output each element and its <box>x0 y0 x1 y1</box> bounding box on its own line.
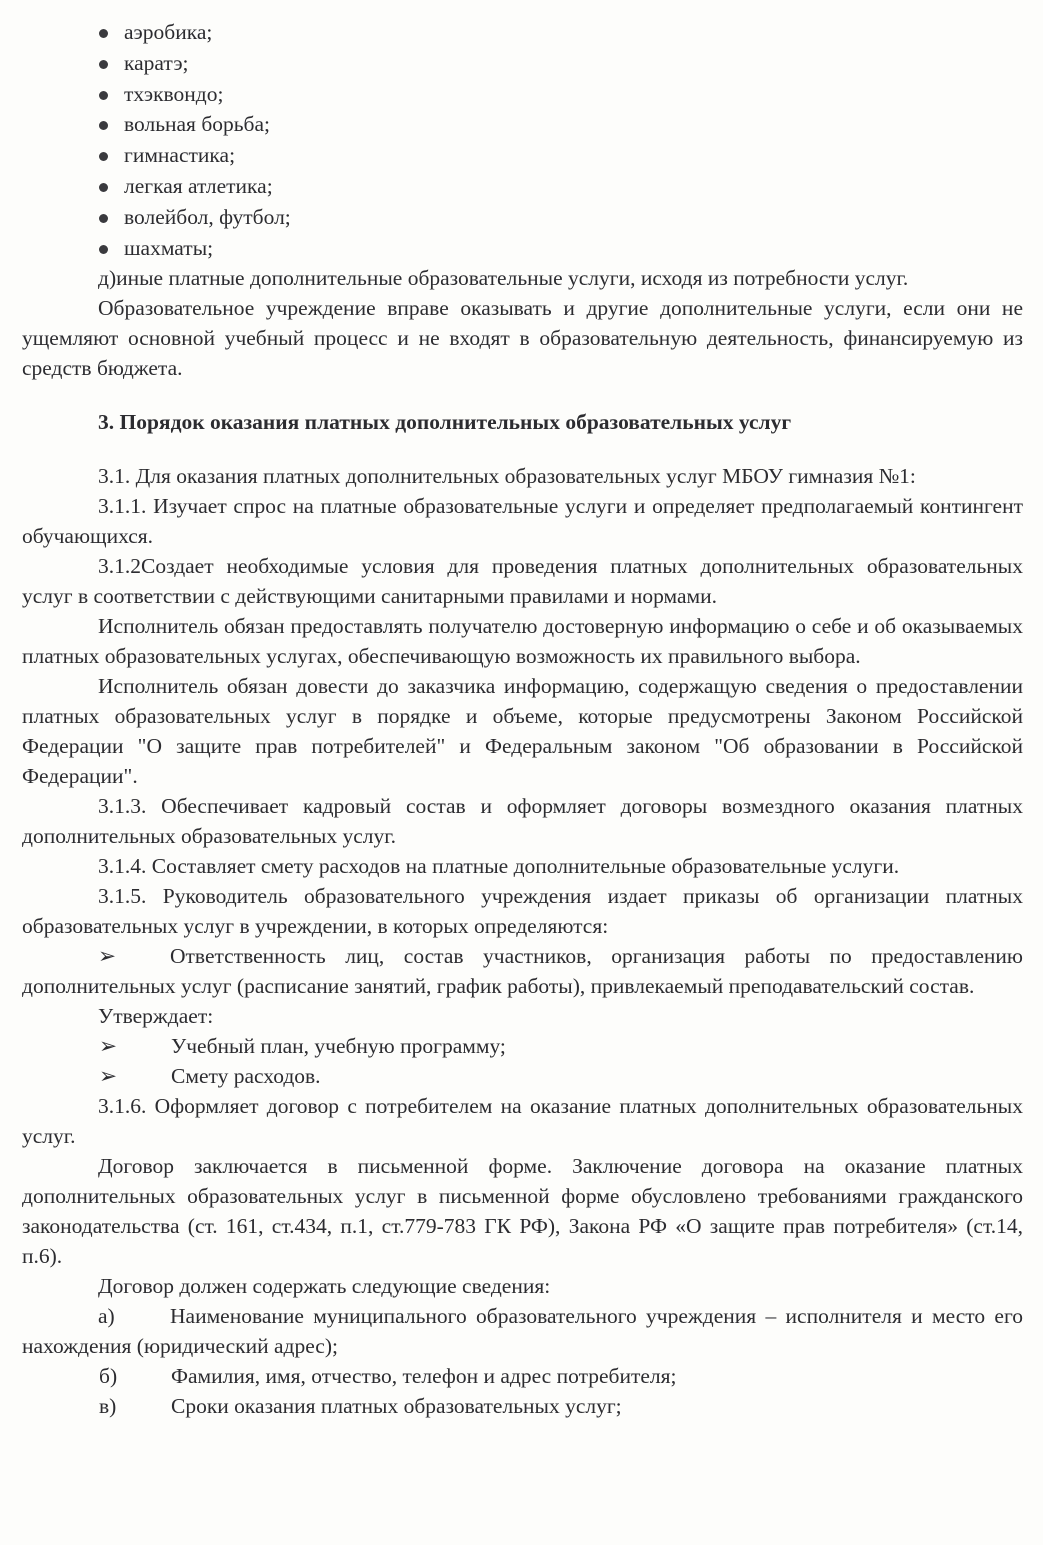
bullet-icon <box>99 183 108 192</box>
bullet-icon <box>99 121 108 130</box>
paragraph-approves: Утверждает: <box>98 1004 214 1029</box>
list-item: а) Наименование муниципального образовательного учреждения – исполнителя и место его нахождения (юридический адрес); <box>22 1301 1023 1361</box>
paragraph-3-1-6: 3.1.6. Оформляет договор с потребителем на оказание платных дополнительных образовательных услуг. <box>22 1094 1023 1149</box>
list-marker: а) <box>98 1304 115 1329</box>
list-marker: в) <box>99 1394 117 1419</box>
bullet-icon <box>99 29 108 38</box>
arrow-bullet-icon: ➢ <box>98 944 117 969</box>
sport-list <box>22 17 1023 263</box>
list-item: в) Сроки оказания платных образовательных услуг; <box>22 1391 1023 1421</box>
paragraph-info-provide: Исполнитель обязан предоставлять получателю достоверную информацию о себе и об оказываемых платных образовательных услугах, обеспечивающую возможность их правильного выбора. <box>22 614 1023 669</box>
list-item: тхэквондо; <box>22 79 1023 110</box>
arrow-bullet-icon: ➢ <box>99 1034 118 1059</box>
list-item: волейбол, футбол; <box>22 202 1023 233</box>
paragraph-other-services: д)иные платные дополнительные образовательные услуги, исходя из потребности услуг. <box>98 266 909 291</box>
paragraph-contract-form: Договор заключается в письменной форме. Заключение договора на оказание платных дополнительных образовательных услуг в письменной форме обусловлено требованиями гражданского законодательства (ст. 161, ст.434, п.1, ст.779-783 ГК РФ), Закона РФ «О защите прав потребителя» (ст.14, п.6). <box>22 1154 1023 1269</box>
list-item: вольная борьба; <box>22 109 1023 140</box>
bullet-icon <box>99 60 108 69</box>
paragraph-info-customer: Исполнитель обязан довести до заказчика информацию, содержащую сведения о предоставлении платных образовательных услуг в порядке и объеме, которые предусмотрены Законом Российской Федерации "О защите прав потребителей" и Федеральным законом "Об образовании в Российской Федерации". <box>22 674 1023 789</box>
paragraph-3-1-3: 3.1.3. Обеспечивает кадровый состав и оформляет договоры возмездного оказания платных дополнительных образовательных услуг. <box>22 794 1023 849</box>
list-item: ➢ Учебный план, учебную программу; <box>22 1031 1023 1061</box>
paragraph-additional-services: Образовательное учреждение вправе оказывать и другие дополнительные услуги, если они не ущемляют основной учебный процесс и не входят в образовательную деятельность, финансируемую из средств бюджета. <box>22 296 1023 381</box>
paragraph-3-1-5: 3.1.5. Руководитель образовательного учреждения издает приказы об организации платных образовательных услуг в учреждении, в которых определяются: <box>22 884 1023 939</box>
list-item: б) Фамилия, имя, отчество, телефон и адрес потребителя; <box>22 1361 1023 1391</box>
bullet-icon <box>99 152 108 161</box>
list-item: аэробика; <box>22 17 1023 48</box>
list-item: шахматы; <box>22 233 1023 264</box>
bullet-icon <box>99 245 108 254</box>
list-item: легкая атлетика; <box>22 171 1023 202</box>
section-title: 3. Порядок оказания платных дополнительных образовательных услуг <box>98 410 792 435</box>
paragraph-3-1-2: 3.1.2Создает необходимые условия для проведения платных дополнительных образовательных услуг в соответствии с действующими санитарными правилами и нормами. <box>22 554 1023 609</box>
paragraph-3-1: 3.1. Для оказания платных дополнительных образовательных услуг МБОУ гимназия №1: <box>98 464 916 489</box>
paragraph-contract-contents: Договор должен содержать следующие сведения: <box>98 1274 551 1299</box>
arrow-bullet-icon: ➢ <box>99 1064 118 1089</box>
bullet-icon <box>99 214 108 223</box>
list-item: гимнастика; <box>22 140 1023 171</box>
list-item: каратэ; <box>22 48 1023 79</box>
list-marker: б) <box>99 1364 118 1389</box>
paragraph-responsibility: ➢ Ответственность лиц, состав участников, организация работы по предоставлению дополнительных услуг (расписание занятий, график работы), привлекаемый преподавательский состав. <box>22 941 1023 1001</box>
list-item: ➢ Смету расходов. <box>22 1061 1023 1091</box>
paragraph-3-1-1: 3.1.1. Изучает спрос на платные образовательные услуги и определяет предполагаемый контингент обучающихся. <box>22 494 1023 549</box>
paragraph-3-1-4: 3.1.4. Составляет смету расходов на платные дополнительные образовательные услуги. <box>98 854 900 879</box>
bullet-icon <box>99 91 108 100</box>
